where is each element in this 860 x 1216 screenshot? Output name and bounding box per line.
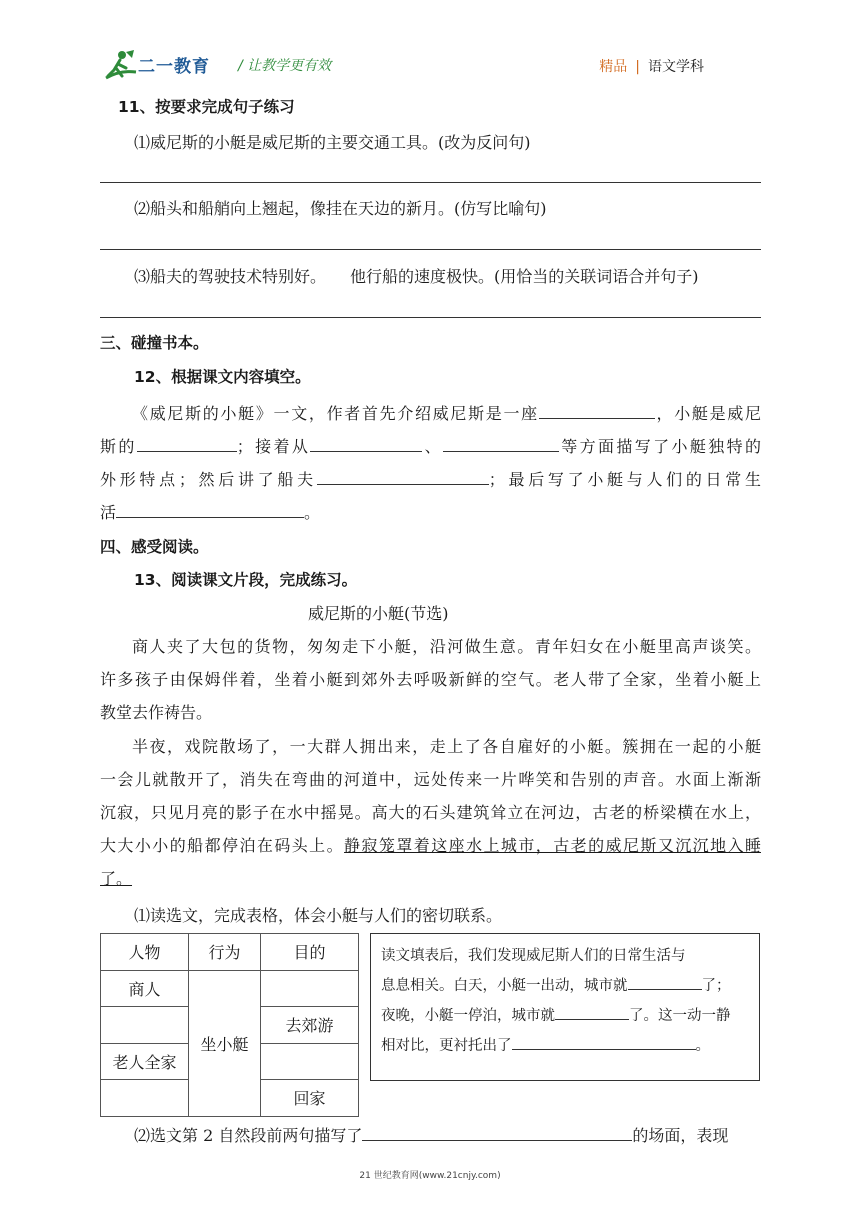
table-cell-blank[interactable] [261, 970, 359, 1007]
underlined-sentence: 静寂笼罩着这座水上城市，古老的威尼斯又沉沉地入睡 [344, 836, 761, 855]
q11-item3: ⑶船夫的驾驶技术特别好。 他行船的速度极快。(用恰当的关联词语合并句子) [134, 267, 699, 286]
passage-paragraph-1: 商人夹了大包的货物，匆匆走下小艇，沿河做生意。青年妇女在小艇里高声谈笑。 许多孩子由保姆伴着，坐着小艇到郊外去呼吸新鲜的空气。老人带了全家，坐着小艇上 教堂去作祷告。 [100, 637, 761, 722]
q11-item2: ⑵船头和船艄向上翘起，像挂在天边的新月。(仿写比喻句) [134, 199, 547, 218]
passage-title: 威尼斯的小艇(节选) [308, 604, 449, 623]
table-cell-action: 坐小艇 [189, 970, 261, 1116]
blank-aspect-1[interactable] [310, 434, 422, 452]
blank-night[interactable] [555, 1004, 629, 1020]
table-cell-person: 老人全家 [101, 1043, 189, 1080]
blank-contrast[interactable] [512, 1034, 696, 1050]
blank-city[interactable] [539, 401, 655, 419]
q13-sub2: ⑵选文第 2 自然段前两句描写了 的场面，表现 [134, 1123, 728, 1147]
table-header-purpose: 目的 [261, 934, 359, 971]
blank-scene[interactable] [362, 1123, 632, 1141]
passage-paragraph-2: 半夜，戏院散场了，一大群人拥出来，走上了各自雇好的小艇。簇拥在一起的小艇 一会儿就散开了，消失在弯曲的河道中，远处传来一片哗笑和告别的声音。水面上渐渐 沉寂，只见月亮的影子在水中摇晃。高大的石头建筑耸立在河边，古老的桥梁横在水上， 大大小小的船都停泊在码头上。静寂笼罩着这座水上城市，古老的威尼斯又沉沉地入睡 了。 [100, 737, 761, 888]
q11-item1: ⑴威尼斯的小艇是威尼斯的主要交通工具。(改为反问句) [134, 133, 531, 152]
blank-boat[interactable] [137, 434, 237, 452]
purpose-table [100, 933, 359, 1117]
q11-title: 11、按要求完成句子练习 [118, 98, 295, 116]
answer-line-1[interactable] [100, 182, 761, 183]
table-cell-person: 商人 [101, 970, 189, 1007]
table-cell-blank[interactable] [101, 1007, 189, 1044]
table-cell-blank[interactable] [261, 1043, 359, 1080]
table-cell-purpose: 回家 [261, 1080, 359, 1117]
section4-title: 四、感受阅读。 [100, 538, 209, 556]
blank-boatman[interactable] [317, 467, 489, 485]
answer-line-3[interactable] [100, 317, 761, 318]
page-footer: 21 世纪教育网(www.21cnjy.com) [359, 1171, 501, 1181]
blank-life[interactable] [116, 500, 304, 518]
answer-line-2[interactable] [100, 249, 761, 250]
q12-title: 12、根据课文内容填空。 [134, 368, 311, 386]
page-header [100, 44, 760, 88]
table-cell-purpose: 去郊游 [261, 1007, 359, 1044]
slogan: / 让教学更有效 [238, 58, 332, 74]
table-header-action: 行为 [189, 934, 261, 971]
logo-text: 二一教育 [138, 57, 210, 77]
blank-aspect-2[interactable] [443, 434, 559, 452]
subject-label: 语文学科 [648, 59, 704, 75]
quality-tag: 精品 [599, 59, 628, 75]
subject-tag: 精品 | 语文学科 [599, 59, 704, 75]
blank-day[interactable] [628, 974, 702, 990]
q12-paragraph: 《威尼斯的小艇》一文，作者首先介绍威尼斯是一座 ，小艇是威尼 斯的 ；接着从 、 等方面描写了小艇独特的 外形特点；然后讲了船夫 ；最后写了小艇与人们的日常生 活 。 [100, 397, 761, 529]
summary-box: 读文填表后，我们发现威尼斯人们的日常生活与 息息相关。白天，小艇一出动，城市就 了； 夜晚，小艇一停泊，城市就 了。这一动一静 相对比，更衬托出了 。 [370, 933, 760, 1081]
q13-title: 13、阅读课文片段，完成练习。 [134, 571, 358, 589]
table-header-person: 人物 [101, 934, 189, 971]
table-cell-blank[interactable] [101, 1080, 189, 1117]
section3-title: 三、碰撞书本。 [100, 334, 209, 352]
q13-sub1: ⑴读选文，完成表格，体会小艇与人们的密切联系。 [134, 906, 503, 925]
